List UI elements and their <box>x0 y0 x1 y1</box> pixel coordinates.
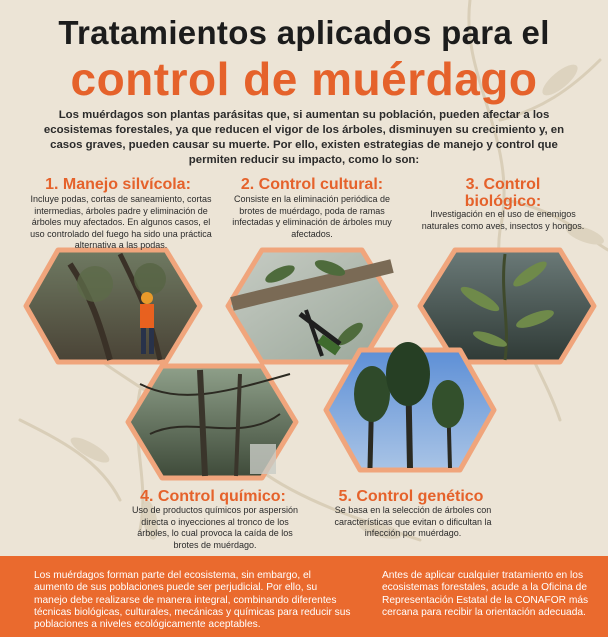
section-3-title-line2: biológico: <box>464 193 542 210</box>
section-3-title-line1: 3. Control <box>465 176 541 193</box>
intro-paragraph: Los muérdagos son plantas parásitas que, si aumentan su población, pueden afectar a los ecosistemas forestales, ya que reducen el vigor de los árboles, disminuyen su crecimiento y, en casos graves, pueden causar su muerte. Por ello, existen estrategias de manejo y control que permiten reducir su impacto, como lo son: <box>43 109 565 166</box>
section-5-title: 5. Control genético <box>338 488 484 505</box>
section-3-text: Investigación en el uso de enemigos naturales como aves, insectos y hongos. <box>421 209 585 231</box>
photo-control-biologico <box>420 250 594 362</box>
page-title-line1: Tratamientos aplicados para el <box>58 14 550 51</box>
section-2-title: 2. Control cultural: <box>240 176 384 193</box>
page-title-line2: control de muérdago <box>70 53 538 105</box>
footer-banner <box>0 556 608 637</box>
section-1-text: Incluye podas, cortas de saneamiento, cortas intermedias, árboles padre y eliminación de árboles muy afectados. En algunos casos, el uso controlado del fuego ha sido una práctica alternativa a las podas. <box>30 194 212 250</box>
photo-collage <box>0 244 608 484</box>
section-4-title: 4. Control químico: <box>140 488 286 505</box>
section-1-title: 1. Manejo silvícola: <box>45 176 191 193</box>
section-2-text: Consiste en la eliminación periódica de brotes de muérdago, poda de ramas infectadas y eliminación de árboles muy afectados. <box>232 194 392 239</box>
section-3-title <box>420 176 586 210</box>
photo-control-genetico <box>326 342 494 470</box>
footer-left-text: Los muérdagos forman parte del ecosistema, sin embargo, el aumento de sus poblaciones puede ser perjudicial. Por ello, su manejo debe realizarse de manera integral, combinando diferentes técnicas biológicas, culturales, mecánicas y químicas para reducir sus poblaciones a niveles ecológicamente aceptables. <box>34 570 351 631</box>
section-5-text: Se basa en la selección de árboles con características que evitan o dificultan la infección por muérdago. <box>334 505 492 538</box>
footer-right-text: Antes de aplicar cualquier tratamiento en los ecosistemas forestales, acude a la Oficina de Representación Estatal de la CONAFOR más cercana para recibir la orientación adecuada. <box>382 570 589 618</box>
photo-control-cultural <box>228 250 396 362</box>
section-4-text: Uso de productos químicos por aspersión directa o inyecciones al tronco de los árboles, lo cual provoca la caída de los brotes de muérdago. <box>131 505 299 550</box>
photo-control-quimico <box>128 366 296 478</box>
photo-manejo-silvicola <box>26 250 200 362</box>
